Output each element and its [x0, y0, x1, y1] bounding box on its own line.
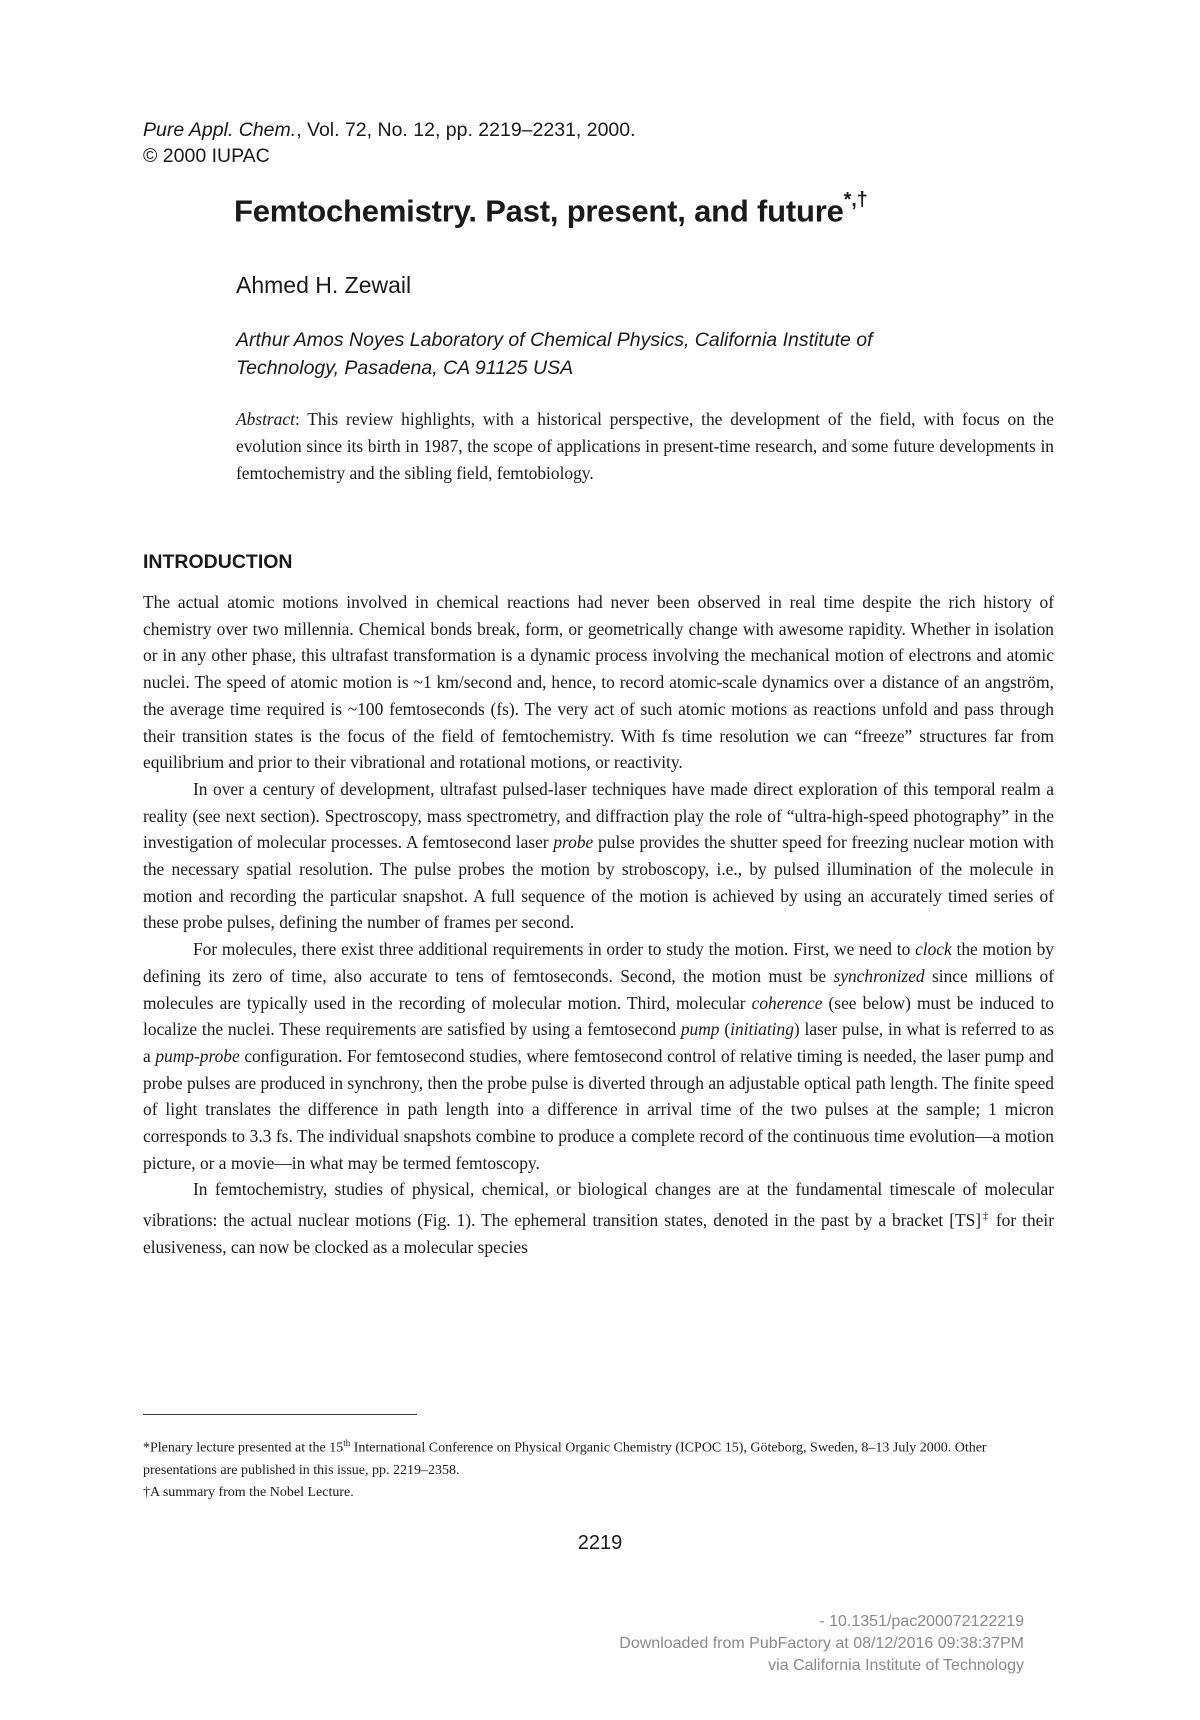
copyright-line: © 2000 IUPAC [143, 145, 270, 167]
text-run: International Conference on Physical Organic Chemistry (ICPOC 15), Göteborg, Sweden, 8–13 July 2000. Other presentations are published in this issue, pp. 2219–2358. [143, 1440, 987, 1478]
affiliation-line-2: Technology, Pasadena, CA 91125 USA [236, 357, 574, 379]
text-run: *Plenary lecture presented at the 15 [143, 1440, 344, 1456]
article-title [234, 189, 868, 229]
footnote-2 [143, 1482, 1054, 1504]
paragraph-2 [143, 776, 1054, 936]
emphasis-coherence: coherence [751, 992, 823, 1013]
title-text: Femtochemistry. Past, present, and future [234, 193, 844, 229]
via-line: via California Institute of Technology [768, 1657, 1024, 1674]
text-run: configuration. For femtosecond studies, where femtosecond control of relative timing is needed, the laser pump and probe pulses are produced in synchrony, then the probe pulse is diverted through an adjustable optical path length. The finite speed of light translates the difference in path length into a difference in arrival time of the two pulses at the sample; 1 micron corresponds to 3.3 fs. The individual snapshots combine to produce a complete record of the continuous time evolution—a motion picture, or a movie—in what may be termed femtoscopy. [143, 1045, 1054, 1173]
footnotes [143, 1432, 1054, 1504]
paragraph-4 [143, 1176, 1054, 1260]
abstract-text: : This review highlights, with a historical perspective, the development of the field, with focus on the evolution since its birth in 1987, the scope of applications in present-time research, and some future developments in femtochemistry and the sibling field, femtobiology. [236, 409, 1054, 483]
citation-details: , Vol. 72, No. 12, pp. 2219–2231, 2000. [296, 119, 636, 141]
text-run: In femtochemistry, studies of physical, chemical, or biological changes are at the fundamental timescale of molecular vibrations: the actual nuclear motions (Fig. 1). The ephemeral transition states, denoted in the past by a bracket [TS] [143, 1179, 1054, 1230]
text-run: pulse provides the shutter speed for freezing nuclear motion with the necessary spatial resolution. The pulse probes the motion by stroboscopy, i.e., by pulsed illumination of the molecule in motion and recording the particular snapshot. A full sequence of the motion is achieved by using an accurately timed series of these probe pulses, defining the number of frames per second. [143, 832, 1054, 933]
downloaded-line: Downloaded from PubFactory at 08/12/2016 09:38:37PM [619, 1635, 1024, 1652]
paragraph-1: The actual atomic motions involved in chemical reactions had never been observed in real time despite the rich history of chemistry over two millennia. Chemical bonds break, form, or geometrically change with awesome rapidity. Whether in isolation or in any other phase, this ultrafast transformation is a dynamic process involving the mechanical motion of electrons and atomic nuclei. The speed of atomic motion is ~1 km/second and, hence, to record atomic-scale dynamics over a distance of an angström, the average time required is ~100 femtoseconds (fs). The very act of such atomic motions as reactions unfold and pass through their transition states is the focus of the field of femtochemistry. With fs time resolution we can “freeze” structures far from equilibrium and prior to their vibrational and rotational motions, or reactivity. [143, 592, 1054, 773]
text-run: A summary from the Nobel Lecture. [150, 1484, 354, 1500]
emphasis-synchronized: synchronized [833, 965, 925, 986]
page-number: 2219 [577, 1532, 623, 1554]
paragraph-3 [143, 936, 1054, 1176]
text-run: ( [719, 1019, 731, 1040]
dagger-mark: † [143, 1484, 150, 1500]
text-run: for their elusiveness, can now be clocked as a molecular species [143, 1209, 1054, 1257]
emphasis-initiating: initiating [730, 1019, 794, 1040]
emphasis-probe: probe [553, 832, 594, 853]
citation-line [143, 117, 636, 143]
footnote-divider [143, 1414, 417, 1415]
text-run: ) laser pulse, in what is referred to as a [143, 1019, 1054, 1066]
section-heading-introduction: INTRODUCTION [143, 551, 293, 573]
footnote-1 [143, 1432, 1054, 1482]
abstract [236, 406, 1054, 487]
emphasis-pump: pump [680, 1019, 720, 1040]
text-run: (see below) must be induced to localize the nuclei. These requirements are satisfied by using a femtosecond [143, 992, 1054, 1040]
emphasis-pump-probe: pump-probe [155, 1045, 240, 1066]
abstract-label: Abstract [236, 409, 295, 429]
author-name: Ahmed H. Zewail [236, 272, 412, 298]
ordinal-suffix: th [343, 1438, 351, 1448]
title-footnote-marks: *,† [843, 189, 868, 211]
download-watermark [619, 1611, 1024, 1677]
text-run: In over a century of development, ultrafast pulsed-laser techniques have made direct exploration of this temporal realm a reality (see next section). Spectroscopy, mass spectrometry, and diffraction play the role of “ultra-high-speed photography” in the investigation of molecular processes. A femtosecond laser [143, 778, 1054, 853]
emphasis-clock: clock [915, 939, 952, 960]
text-run: since millions of molecules are typically used in the recording of molecular motion. Third, molecular [143, 965, 1055, 1013]
text-run: the motion by defining its zero of time, also accurate to tens of femtoseconds. Second, the motion must be [143, 939, 1054, 986]
doi-line: - 10.1351/pac200072122219 [819, 1613, 1024, 1630]
text-run: For molecules, there exist three additional requirements in order to study the motion. First, we need to [193, 939, 916, 960]
double-dagger-mark: ‡ [981, 1210, 990, 1223]
author-affiliation [236, 326, 996, 382]
introduction-body [143, 589, 1054, 1260]
journal-name: Pure Appl. Chem. [143, 119, 297, 141]
affiliation-line-1: Arthur Amos Noyes Laboratory of Chemical Physics, California Institute of [236, 329, 873, 351]
journal-citation [143, 117, 636, 169]
